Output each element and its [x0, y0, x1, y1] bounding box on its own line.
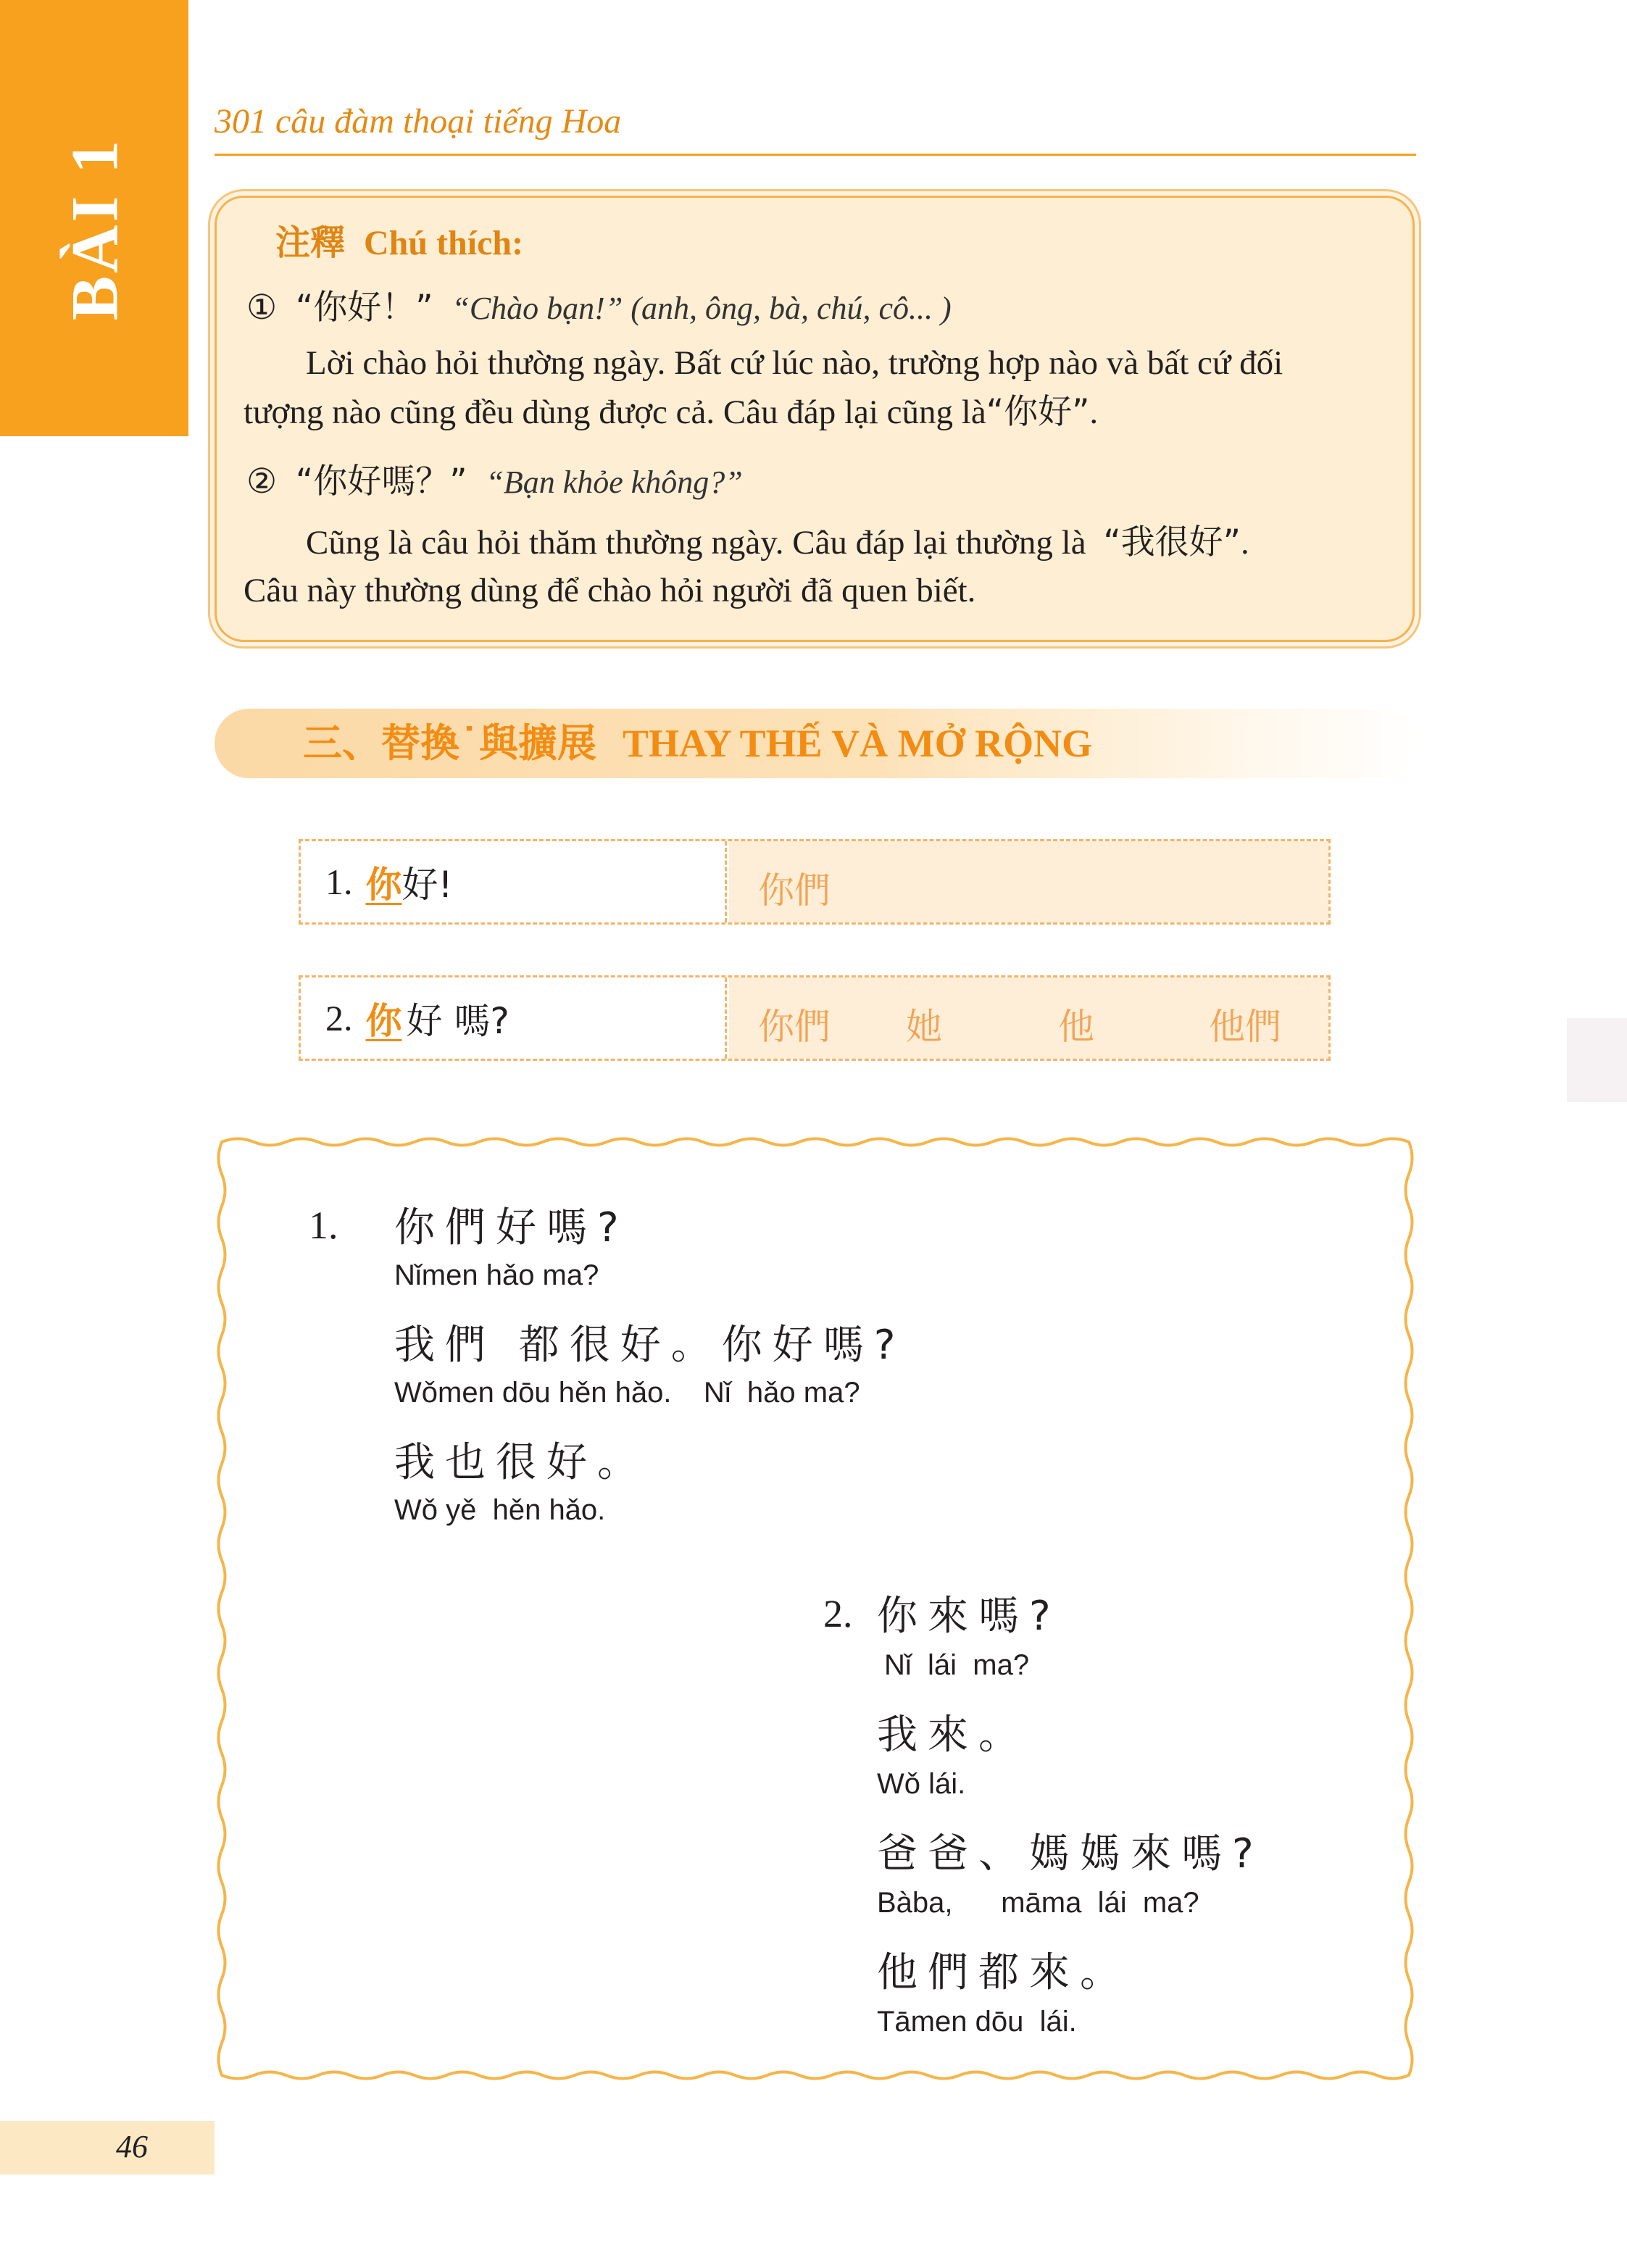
substitution-row-1-rest: 好!: [401, 864, 453, 906]
dialogue1-line3-cn: 我也很好。: [394, 1439, 648, 1486]
lesson-tab-label: BÀI 1: [57, 137, 131, 321]
note2-line1-phrase: “我很好”: [1103, 522, 1241, 562]
note2-line1-end: .: [1241, 524, 1249, 562]
dialogue2-line2-pinyin: Wǒ lái.: [877, 1768, 966, 1800]
section-heading: [303, 716, 1092, 771]
note1-line2-phrase: “你好”: [986, 392, 1090, 432]
substitution-row-1: [299, 839, 1331, 925]
note1-number: ①: [246, 289, 278, 327]
dialogue1-number: 1.: [309, 1204, 338, 1247]
substitution-option: 他: [1058, 1006, 1094, 1048]
dialogue2-line4-pinyin: Tāmen dōu lái.: [877, 2006, 1077, 2038]
note2-line2: Câu này thường dùng để chào hỏi người đã quen biết.: [244, 572, 976, 609]
header-rule: [215, 154, 1416, 156]
dialogue1-line1-pinyin: Nǐmen hǎo ma?: [394, 1259, 599, 1291]
notes-title-cn: 注釋: [275, 222, 346, 263]
notes-title: [275, 214, 523, 264]
section-heading-cn: 三、替換˙與擴展: [303, 720, 596, 766]
dialogue1-line2-pinyin: Wǒmen dōu hěn hǎo. Nǐ hǎo ma?: [394, 1377, 860, 1409]
dialogue1-line3-pinyin: Wǒ yě hěn hǎo.: [394, 1494, 606, 1526]
substitution-option: 你們: [758, 1006, 831, 1048]
substitution-row-1-pattern: [301, 841, 727, 922]
lesson-tab-label-wrap: [0, 0, 188, 436]
dialogue2-line1-pinyin: Nǐ lái ma?: [884, 1649, 1030, 1681]
note2-heading: [246, 458, 743, 506]
dialogue2-line2-cn: 我來。: [877, 1712, 1029, 1759]
note1-heading: [246, 284, 952, 333]
page-number: 46: [116, 2129, 148, 2164]
note1-line2-text: tượng nào cũng đều dùng được cả. Câu đáp lại cũng là: [244, 393, 986, 431]
note2-line1-text: Cũng là câu hỏi thăm thường ngày. Câu đáp lại thường là: [306, 524, 1086, 562]
dialogue2-line1-cn: 你來嗎?: [877, 1593, 1061, 1640]
note1-line1: Lời chào hỏi thường ngày. Bất cứ lúc nào, trường hợp nào và bất cứ đối: [306, 344, 1283, 382]
substitution-row-2-rest: 好 嗎?: [406, 1000, 509, 1042]
substitution-row-2: [299, 975, 1331, 1061]
dialogue2-line4-cn: 他們都來。: [877, 1949, 1131, 1996]
substitution-row-1-options: [729, 841, 1328, 922]
notes-title-vi: Chú thích:: [364, 224, 524, 262]
dialogue-frame: [210, 1130, 1420, 2087]
page-number-band: [0, 2121, 215, 2175]
dialogue1-line2-cn: 我們 都很好。你好嗎?: [394, 1322, 906, 1369]
substitution-row-2-options: [729, 977, 1328, 1059]
dialogue1-line1-cn: 你們好嗎?: [394, 1204, 629, 1251]
dialogue2-line3-pinyin: Bàba, māma lái ma?: [877, 1887, 1199, 1919]
substitution-row-2-pattern: [301, 977, 727, 1059]
note1-gloss: “Chào bạn!” (anh, ông, bà, chú, cô... ): [452, 291, 952, 326]
running-title: 301 câu đàm thoại tiếng Hoa: [215, 102, 622, 141]
note2-gloss: “Bạn khỏe không?”: [486, 464, 743, 500]
substitution-row-2-slot: 你: [365, 1000, 402, 1042]
note2-number: ②: [246, 463, 278, 501]
note1-line2-end: .: [1089, 393, 1099, 431]
note2-phrase: “你好嗎？”: [295, 462, 467, 501]
substitution-row-2-number: 2.: [325, 998, 353, 1038]
note1-line2: [244, 388, 1098, 436]
section-heading-vi: THAY THẾ VÀ MỞ RỘNG: [623, 722, 1093, 765]
substitution-option: 他們: [1209, 1006, 1281, 1048]
note2-line1: [306, 519, 1249, 567]
substitution-option: 你們: [758, 870, 831, 912]
substitution-option: 她: [906, 1006, 942, 1048]
dialogue2-line3-cn: 爸爸、媽媽來嗎?: [877, 1830, 1264, 1877]
side-tab: [1567, 1018, 1627, 1102]
note1-phrase: “你好！”: [295, 288, 433, 328]
substitution-row-1-slot: 你: [365, 864, 402, 906]
substitution-row-1-number: 1.: [325, 862, 353, 902]
dialogue2-number: 2.: [823, 1592, 853, 1635]
